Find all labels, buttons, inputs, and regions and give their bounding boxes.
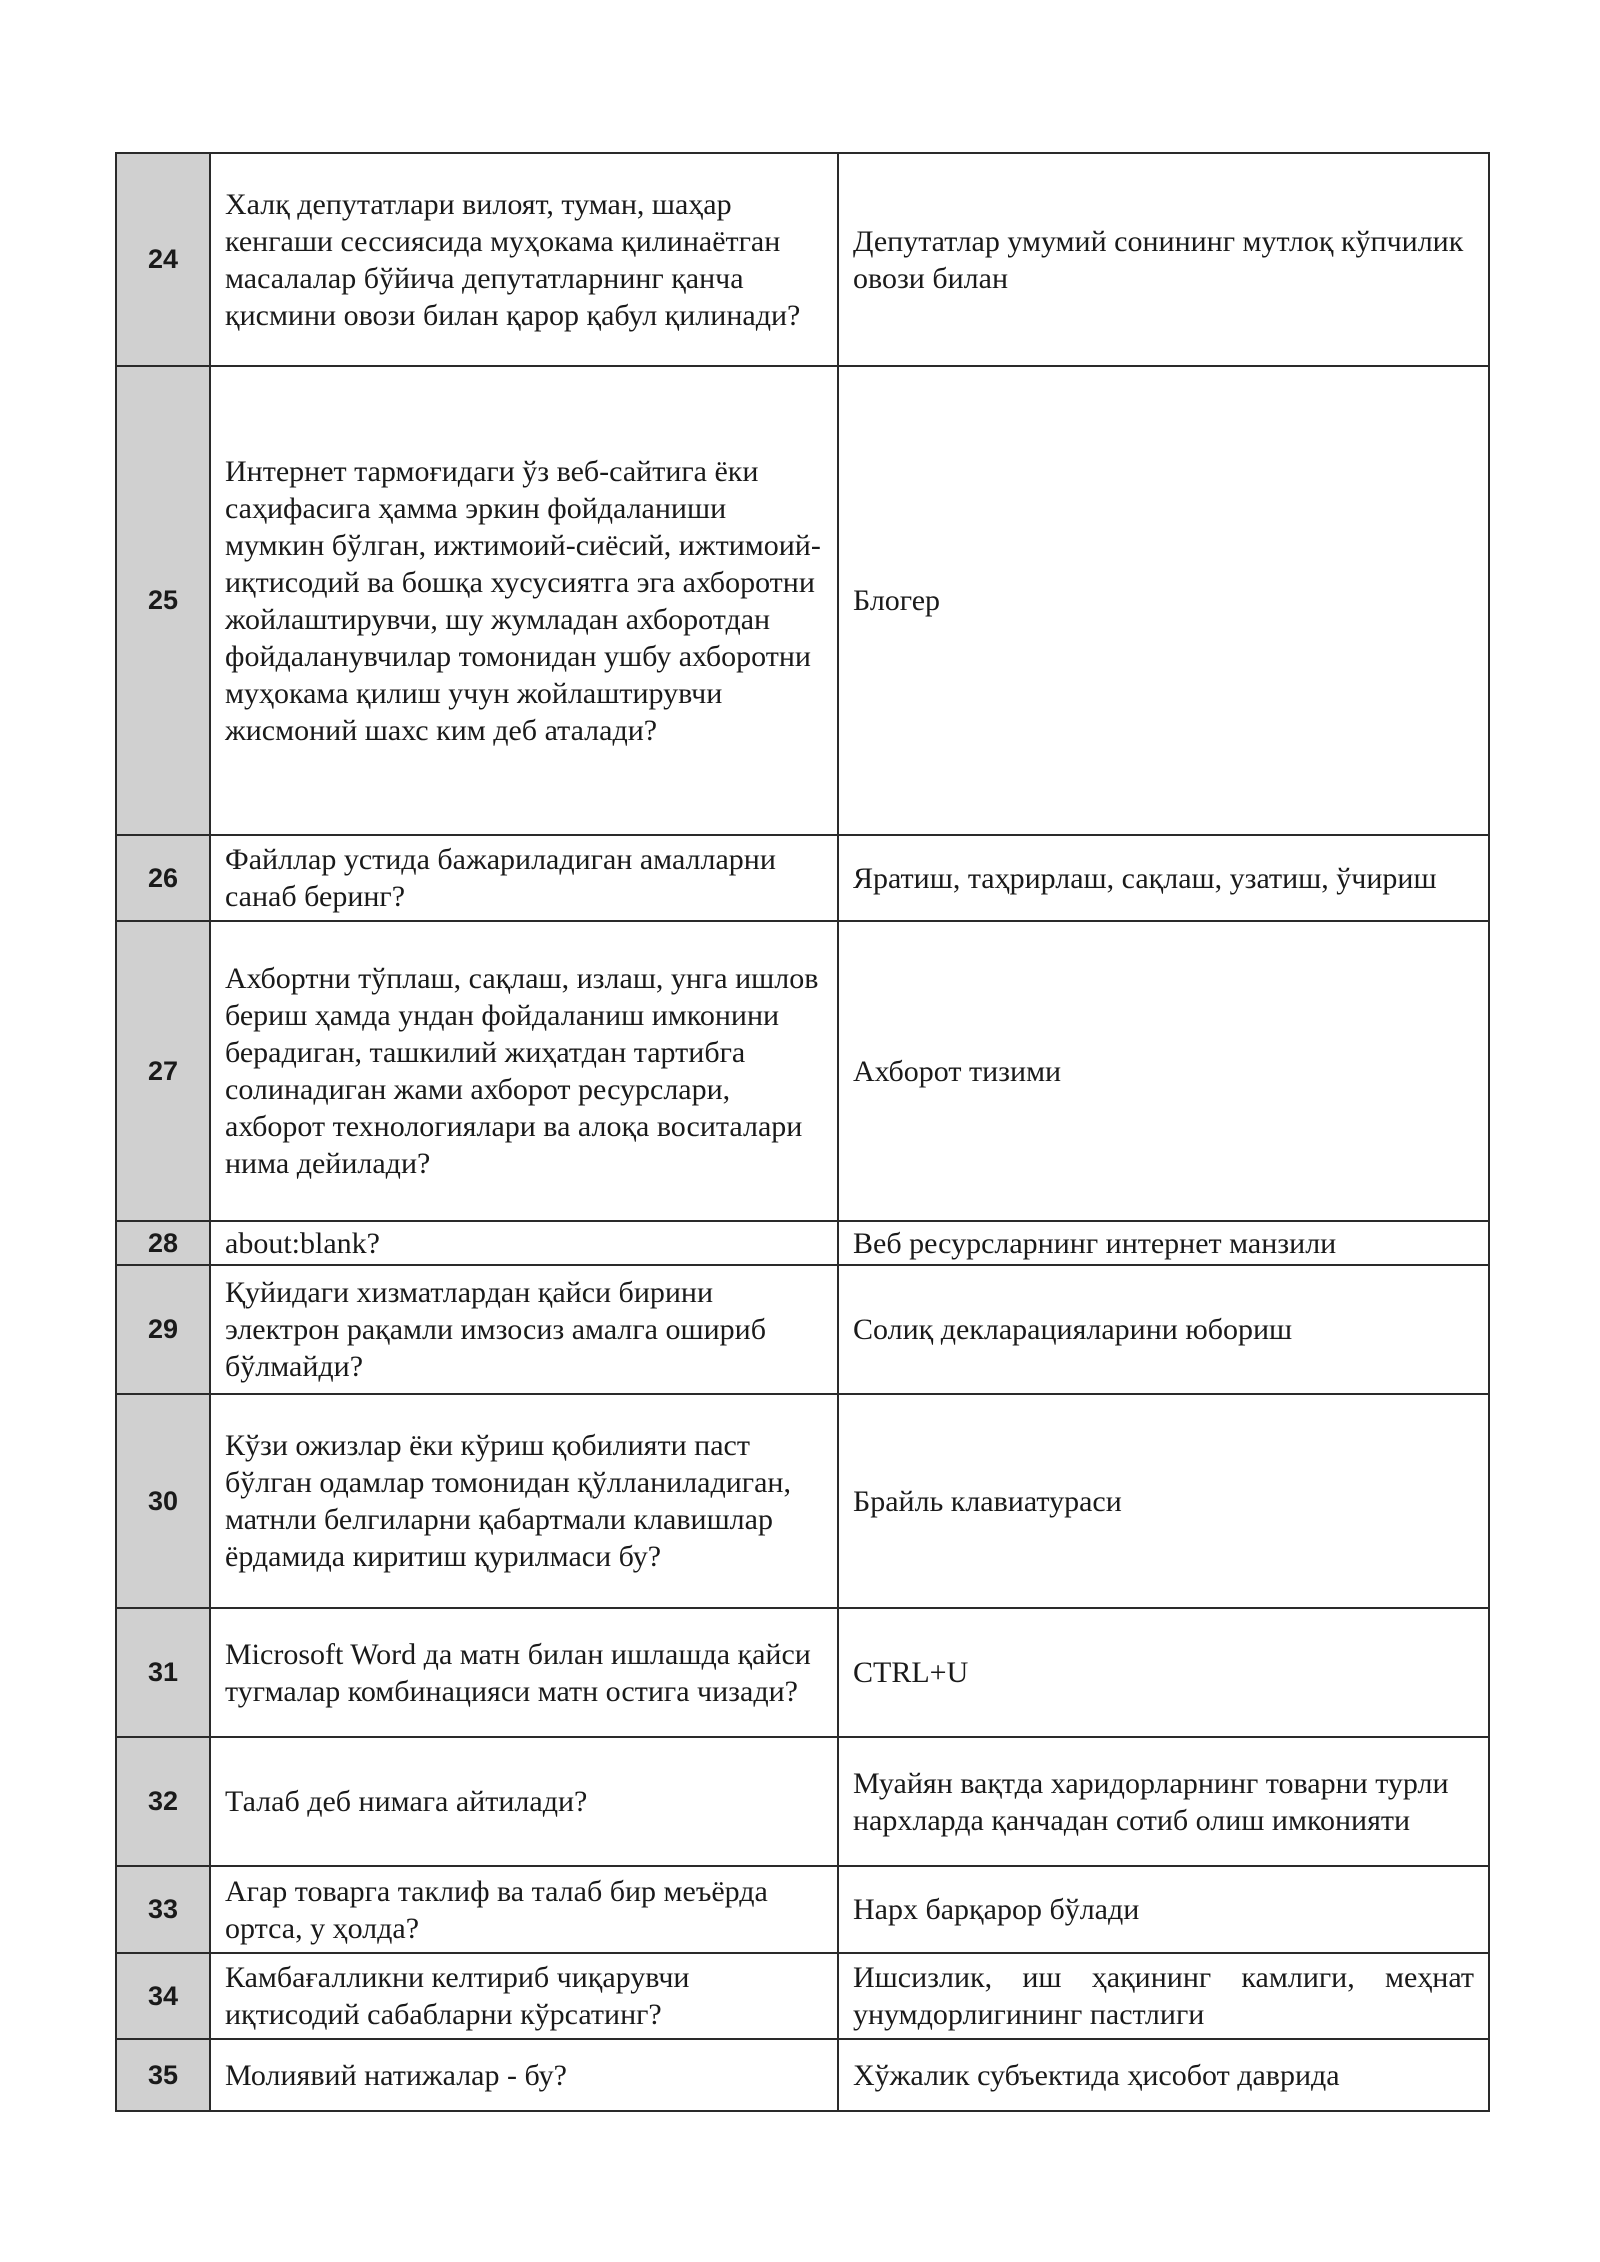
question-cell: about:blank? (210, 1221, 838, 1265)
table-row (116, 921, 1489, 1221)
row-number: 25 (116, 366, 210, 835)
answer-cell: Ахборот тизими (838, 921, 1489, 1221)
row-number: 32 (116, 1737, 210, 1866)
row-number: 27 (116, 921, 210, 1221)
answer-cell: Депутатлар умумий сонининг мутлоқ кўпчилик овози билан (838, 153, 1489, 366)
table-row (116, 153, 1489, 366)
answer-cell: Солиқ декларацияларини юбориш (838, 1265, 1489, 1394)
table-row (116, 1953, 1489, 2039)
row-number: 26 (116, 835, 210, 921)
answer-cell: Ишсизлик, иш ҳақининг камлиги, меҳнат унумдорлигининг пастлиги (838, 1953, 1489, 2039)
table-row (116, 1866, 1489, 1953)
question-cell: Файллар устида бажариладиган амалларни санаб беринг? (210, 835, 838, 921)
question-cell: Агар товарга таклиф ва талаб бир меъёрда ортса, у ҳолда? (210, 1866, 838, 1953)
question-cell: Интернет тармоғидаги ўз веб-сайтига ёки саҳифасига ҳамма эркин фойдаланиши мумкин бўлган, ижтимоий-сиёсий, ижтимоий-иқтисодий ва бошқа хусусиятга эга ахборотни жойлаштирувчи, шу жумладан ахборотдан фойдаланувчилар томонидан ушбу ахборотни муҳокама қилиш учун жойлаштирувчи жисмоний шахс ким деб аталади? (210, 366, 838, 835)
question-cell: Ахбортни тўплаш, сақлаш, излаш, унга ишлов бериш ҳамда ундан фойдаланиш имконини берадиган, ташкилий жиҳатдан тартибга солинадиган жами ахборот ресурслари, ахборот технологиялари ва алоқа воситалари нима дейилади? (210, 921, 838, 1221)
row-number: 30 (116, 1394, 210, 1608)
question-cell: Қуйидаги хизматлардан қайси бирини электрон рақамли имзосиз амалга ошириб бўлмайди? (210, 1265, 838, 1394)
answer-cell: CTRL+U (838, 1608, 1489, 1737)
answer-cell: Нарх барқарор бўлади (838, 1866, 1489, 1953)
row-number: 35 (116, 2039, 210, 2111)
table-row (116, 1608, 1489, 1737)
table-row (116, 1394, 1489, 1608)
row-number: 31 (116, 1608, 210, 1737)
question-cell: Талаб деб нимага айтилади? (210, 1737, 838, 1866)
answer-cell: Блогер (838, 366, 1489, 835)
answer-cell: Яратиш, таҳрирлаш, сақлаш, узатиш, ўчириш (838, 835, 1489, 921)
question-cell: Microsoft Word да матн билан ишлашда қайси тугмалар комбинацияси матн остига чизади? (210, 1608, 838, 1737)
question-cell: Халқ депутатлари вилоят, туман, шаҳар кенгаши сессиясида муҳокама қилинаётган масалалар бўйича депутатларнинг қанча қисмини овози билан қарор қабул қилинади? (210, 153, 838, 366)
row-number: 29 (116, 1265, 210, 1394)
row-number: 28 (116, 1221, 210, 1265)
table-row (116, 2039, 1489, 2111)
table-row (116, 1737, 1489, 1866)
row-number: 33 (116, 1866, 210, 1953)
table-row (116, 1265, 1489, 1394)
answer-cell: Брайль клавиатураси (838, 1394, 1489, 1608)
answer-cell: Хўжалик субъектида ҳисобот даврида (838, 2039, 1489, 2111)
answer-cell: Веб ресурсларнинг интернет манзили (838, 1221, 1489, 1265)
question-cell: Кўзи ожизлар ёки кўриш қобилияти паст бўлган одамлар томонидан қўлланиладиган, матнли белгиларни қабартмали клавишлар ёрдамида киритиш қурилмаси бу? (210, 1394, 838, 1608)
table-row (116, 835, 1489, 921)
row-number: 24 (116, 153, 210, 366)
questions-table (115, 152, 1490, 2112)
answer-cell: Муайян вақтда харидорларнинг товарни турли нархларда қанчадан сотиб олиш имконияти (838, 1737, 1489, 1866)
row-number: 34 (116, 1953, 210, 2039)
question-cell: Молиявий натижалар - бу? (210, 2039, 838, 2111)
question-cell: Камбағалликни келтириб чиқарувчи иқтисодий сабабларни кўрсатинг? (210, 1953, 838, 2039)
table-row (116, 1221, 1489, 1265)
table-row (116, 366, 1489, 835)
